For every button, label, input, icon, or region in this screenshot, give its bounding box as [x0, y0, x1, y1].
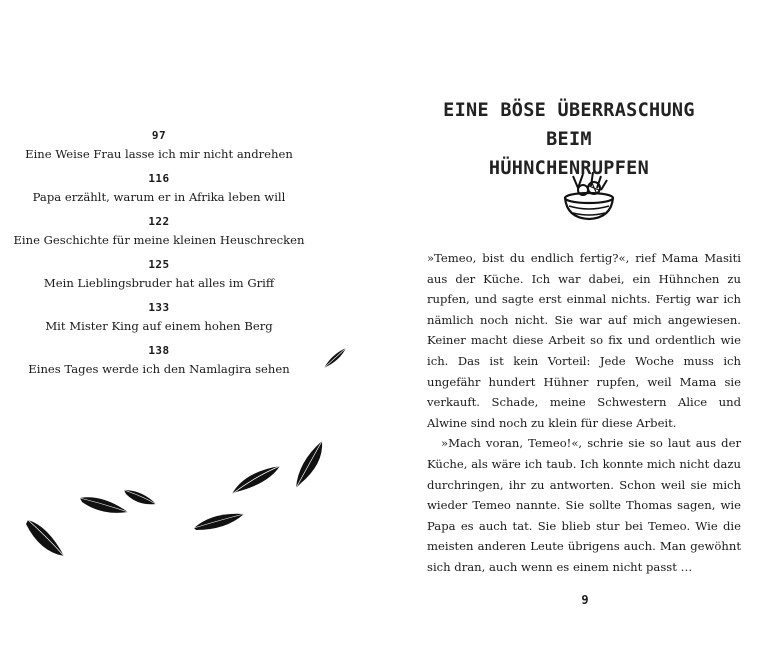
chapter-title-line: EINE BÖSE ÜBERRASCHUNG BEIM: [443, 100, 695, 150]
toc-page-number: 97: [151, 129, 167, 142]
toc-page-number: 138: [148, 344, 170, 357]
chapter-body: [427, 248, 741, 578]
toc-page-number: 125: [148, 258, 170, 271]
toc-entry[interactable]: [0, 214, 318, 250]
page-number: 9: [581, 593, 589, 607]
feather-icon: [78, 492, 130, 518]
toc-title: Eine Weise Frau lasse ich mir nicht andrehen: [25, 147, 293, 161]
feather-icon: [292, 438, 326, 490]
toc-title: Papa erzählt, warum er in Afrika leben will: [32, 190, 286, 204]
toc-title: Eine Geschichte für meine kleinen Heuschrecken: [13, 233, 305, 247]
paragraph: »Mach voran, Temeo!«, schrie sie so laut aus der Küche, als wäre ich taub. Ich konnte mich nicht dazu durchringen, ihr zu antworten. Schon weil sie mich wieder Temeo nannte. Sie sollte Thomas sagen, wie Papa es auch tat. Sie blieb stur bei Temeo. Wie die meisten anderen Leute übrigens auch. Man gewöhnt sich dran, auch wenn es einem nicht passt …: [427, 436, 741, 574]
toc-title: Mein Lieblingsbruder hat alles im Griff: [43, 276, 275, 290]
feather-icon: [322, 346, 348, 370]
table-of-contents: [0, 128, 318, 386]
feather-icon: [192, 508, 246, 532]
toc-page-number: 116: [148, 172, 170, 185]
toc-title: Eines Tages werde ich den Namlagira sehen: [28, 362, 290, 376]
toc-entry[interactable]: [0, 343, 318, 379]
toc-page-number: 122: [148, 215, 170, 228]
paragraph: »Temeo, bist du endlich fertig?«, rief Mama Masiti aus der Küche. Ich war dabei, ein Hühnchen zu rupfen, und sagte erst einmal nichts. Fertig war ich nämlich noch nicht. Sie war auf mich angewiesen. Keiner macht diese Arbeit so fix und ordentlich wie ich. Das ist kein Vorteil: Jede Woche muss ich ungefähr hundert Hühner rupfen, weil Mama sie verkauft. Schade, meine Schwestern Alice und Alwine sind noch zu klein für diese Arbeit.: [427, 251, 741, 430]
feather-icon: [24, 518, 68, 558]
feather-icon: [228, 462, 282, 496]
right-page: [379, 0, 758, 671]
toc-entry[interactable]: [0, 257, 318, 293]
chicken-basket-icon: [559, 170, 619, 222]
chapter-title-line: HÜHNCHENRUPFEN: [488, 158, 650, 179]
toc-title: Mit Mister King auf einem hohen Berg: [45, 319, 273, 333]
toc-page-number: 133: [148, 301, 170, 314]
toc-entry[interactable]: [0, 171, 318, 207]
toc-entry[interactable]: [0, 128, 318, 164]
toc-entry[interactable]: [0, 300, 318, 336]
